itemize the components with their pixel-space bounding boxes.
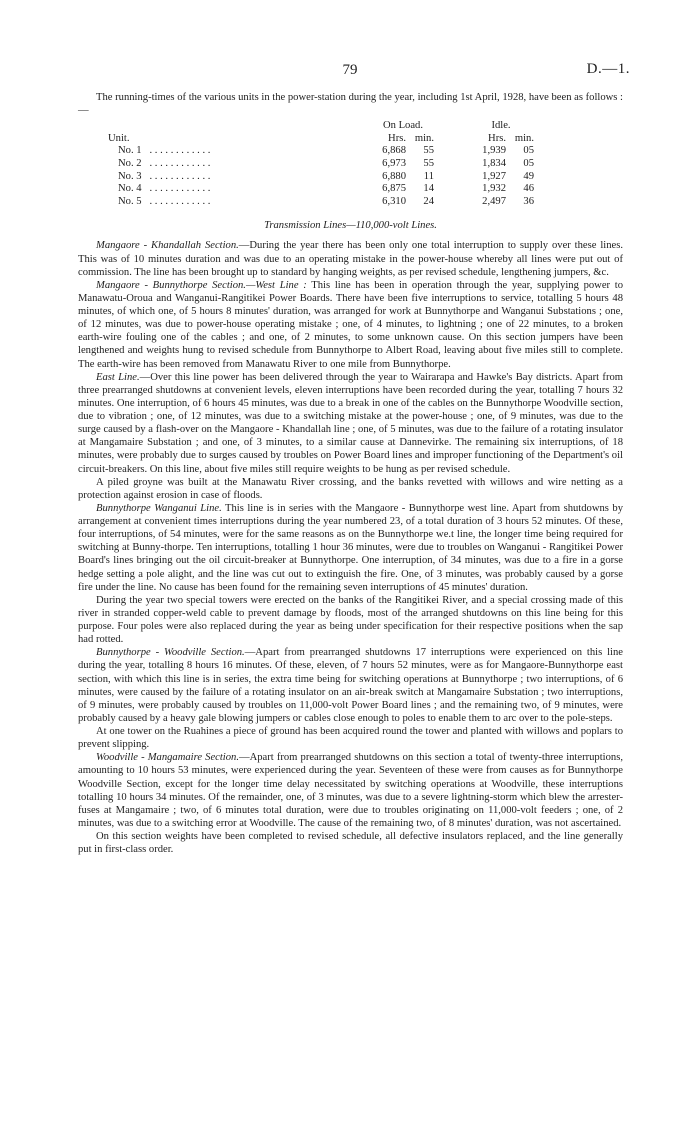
unit-cell: No. 1 — [118, 145, 142, 157]
on-load-hrs-cell: 6,868 — [382, 145, 406, 157]
on-load-hrs-cell: 6,310 — [382, 195, 406, 207]
on-load-hrs-header: Hrs. — [388, 132, 406, 144]
on-load-min-cell: 24 — [423, 195, 434, 207]
idle-hrs-cell: 2,497 — [482, 195, 506, 207]
paragraph-weights-completed — [78, 830, 623, 856]
paragraph-text: This line has been in operation through the year, supplying power to Manawatu-Oroua and Wanganui-Rangitikei Power Boards. There have been five interruptions to service, totalling 5 hours 48 minutes, of which one, of 5 hours 8 minutes' duration, was arranged for work at Bunnythorpe and Wanganui Substations ; one, of 12 minutes, was due to power-house operating mistake ; one, of 4 minutes, to lightning ; one of 22 minutes, to a broken earth-wire fouling one of the cables ; and one, of 2 minutes, to some unknown cause. On this section jumpers have been lengthened and weights hung to revised schedule from Bunnythorpe to Albert Road, leaving about five miles still to complete. The earth-wire has been removed from Manawatu River to one mile from Bunnythorpe. — [78, 279, 624, 370]
paragraph-special-towers — [78, 594, 623, 647]
paragraph-west-line — [78, 279, 623, 371]
paragraph-mangaore-khandallah — [78, 239, 623, 278]
paragraph-text: —Over this line power has been delivered through the year to Wairarapa and Hawke's Bay districts. Apart from three prearranged shutdowns at convenient levels, eleven interruptions have been recorded during the year, totalling 7 hours 32 minutes. One interruption, of 6 hours 45 minutes, was due to a break in one of the cables on the Bunnythorpe Woodville section, due to vibration ; one, of 12 minutes, was due to a switching mistake at the power-house ; one, of 9 minutes, was due to the surge caused by a flash-over on the Mangaore - Khandallah line ; one, of 5 minutes, was due to the failure of a rotating insulator at Mangamaire Substation ; and one, of 3 minutes, to a similar cause at Dannevirke. The remaining six interruptions, of 18 minutes, were probably due to surges caused by troubles on Power Board lines and improper functioning of the Department's oil circuit-breakers. On this line, about five miles still require weights to be hung as per revised schedule. — [78, 371, 624, 475]
leader-dots: . . . . . . . . . . . . — [149, 158, 211, 170]
paragraph-groyne — [78, 476, 623, 502]
paragraph-woodville-mangamaire — [78, 751, 623, 830]
document-reference: D.—1. — [586, 61, 630, 77]
paragraph-text: During the year two special towers were erected on the banks of the Rangitikei River, and a special crossing made of this river in stranded copper-weld cable to prevent damage by floods, most of the arranged shutdowns on this line being for this purpose. Four poles were also replaced during the year as being under specification for their respective positions when the sap had rotted. — [78, 594, 623, 646]
table-header-row-2 — [78, 133, 534, 146]
unit-cell: No. 2 — [118, 158, 142, 170]
table-header-row-1 — [78, 120, 534, 133]
on-load-min-header: min. — [414, 132, 434, 144]
on-load-min-cell: 11 — [423, 170, 434, 182]
paragraph-east-line — [78, 371, 623, 476]
paragraph-bunnythorpe-wanganui — [78, 502, 623, 594]
idle-hrs-cell: 1,927 — [482, 170, 506, 182]
intro-paragraph: The running-times of the various units in the power-station during the year, including 1st April, 1928, have been as follows :— — [78, 92, 623, 117]
paragraph-text: On this section weights have been completed to revised schedule, all defective insulators replaced, and the line generally put in first-class order. — [78, 831, 623, 856]
idle-hrs-cell: 1,939 — [482, 145, 506, 157]
on-load-hrs-cell: 6,875 — [382, 183, 406, 195]
paragraph-text: —During the year there has been only one total interruption to supply over these lines. This was of 10 minutes duration and was due to an operating mistake in the power-house whereby all lines were put out of commission. The line has been brought up to standard by hanging weights, as per revised schedule, lengthening jumpers, &c. — [78, 240, 623, 278]
paragraph-lead: Bunnythorpe Wanganui Line. — [96, 502, 222, 514]
running-times-table — [78, 120, 534, 208]
on-load-header: On Load. — [382, 120, 423, 132]
leader-dots: . . . . . . . . . . . . — [149, 145, 211, 157]
idle-min-cell: 05 — [523, 145, 534, 157]
paragraph-text: —Apart from prearranged shutdowns on this section a total of twenty-three interruptions, amounting to 10 hours 53 minutes, were experienced during the year. Seventeen of these were from causes as for Bunnythorpe Woodville Section, except for the longer time delay necessitated by switching operations at Woodville, these interruptions totalling 10 hours 34 minutes. Of the remainder, one, of 3 minutes, was due to a severe lightning-storm which blew the arrester-fuses at Mangamaire ; two, of 6 minutes total duration, were due to troubles originating on 11,000-volt feeders ; one, of 2 minutes, was due to a switching error at Woodville. The cause of the remaining two, of 8 minutes' duration, was not ascertained. — [78, 752, 623, 829]
paragraph-bunnythorpe-woodville — [78, 646, 623, 725]
idle-min-cell: 36 — [523, 195, 534, 207]
leader-dots: . . . . . . . . . . . . — [149, 195, 211, 207]
paragraph-text: This line is in series with the Mangaore - Bunnythorpe west line. Apart from shutdowns by arrangement at convenient times interruptions during the year numbered 23, of a total duration of 3 hours 52 minutes. Of these, four interruptions, of 54 minutes, were for the same reasons as on the Bunnythorpe we.t line, the longer time being required for switching at Bunny-thorpe. Ten interruptions, totalling 1 hour 36 minutes, were due to troubles on Wanganui - Rangitikei Power Board's lines bringing out the oil circuit-breaker at Bunnythorpe. One interruption, of 34 minutes, was due to a fire in a gorse hedge setting a pole alight, and the line was cut out to extinguish the fire. One, of 3 minutes, was probably caused by a gorse fire under the line. No cause has been found for the remaining seven interruptions of 45 minutes' duration. — [78, 502, 623, 593]
page-number: 79 — [342, 62, 358, 78]
paragraph-lead: Bunnythorpe - Woodville Section. — [96, 647, 245, 659]
unit-cell: No. 5 — [118, 195, 142, 207]
table-row — [78, 145, 534, 158]
paragraph-lead: Mangaore - Khandallah Section. — [96, 240, 239, 252]
paragraph-lead: East Line. — [96, 371, 140, 383]
section-title: Transmission Lines—110,000-volt Lines. — [264, 220, 437, 232]
paragraph-text: —Apart from prearranged shutdowns 17 interruptions were experienced on this line during the year, totalling 8 hours 16 minutes. Of these, eleven, of 7 hours 52 minutes, were as for Mangaore-Bunnythorpe east section, with which this line is in series, the extra time being for switching operations at Bunnythorpe ; two interruptions, of 6 minutes, were caused by the failure of a rotating insulator on an air-break switch at Mangamaire Substation ; two interruptions, of 9 minutes, were probably caused by troubles on 11,000-volt Power Board lines ; and the remaining two, of 9 minutes, were probably caused by a heavy gale blowing jumpers or cables close enough to poles to enable them to arc over to the pole-steps. — [78, 647, 623, 724]
unit-cell: No. 3 — [118, 170, 142, 182]
paragraph-ruahines — [78, 725, 623, 751]
page-body — [78, 91, 623, 856]
on-load-min-cell: 14 — [423, 183, 434, 195]
paragraph-lead: Woodville - Mangamaire Section. — [96, 752, 239, 764]
idle-min-header: min. — [514, 132, 534, 144]
on-load-hrs-cell: 6,973 — [382, 158, 406, 170]
unit-header: Unit. — [108, 132, 130, 144]
leader-dots: . . . . . . . . . . . . — [149, 183, 211, 195]
idle-header: Idle. — [491, 120, 511, 132]
paragraph-text: At one tower on the Ruahines a piece of ground has been acquired round the tower and planted with willows and poplars to prevent slipping. — [78, 726, 623, 751]
leader-dots: . . . . . . . . . . . . — [149, 170, 211, 182]
idle-hrs-header: Hrs. — [488, 132, 506, 144]
idle-min-cell: 05 — [523, 158, 534, 170]
idle-min-cell: 46 — [523, 183, 534, 195]
table-row — [78, 196, 534, 209]
on-load-hrs-cell: 6,880 — [382, 170, 406, 182]
paragraph-lead: Mangaore - Bunnythorpe Section.—West Line : — [96, 279, 307, 291]
paragraph-text: A piled groyne was built at the Manawatu River crossing, and the banks revetted with willows and wire netting as a protection against erosion in case of floods. — [78, 476, 623, 501]
idle-hrs-cell: 1,834 — [482, 158, 506, 170]
unit-cell: No. 4 — [118, 183, 142, 195]
idle-hrs-cell: 1,932 — [482, 183, 506, 195]
idle-min-cell: 49 — [523, 170, 534, 182]
on-load-min-cell: 55 — [423, 145, 434, 157]
table-row — [78, 171, 534, 184]
table-row — [78, 158, 534, 171]
table-row — [78, 183, 534, 196]
on-load-min-cell: 55 — [423, 158, 434, 170]
